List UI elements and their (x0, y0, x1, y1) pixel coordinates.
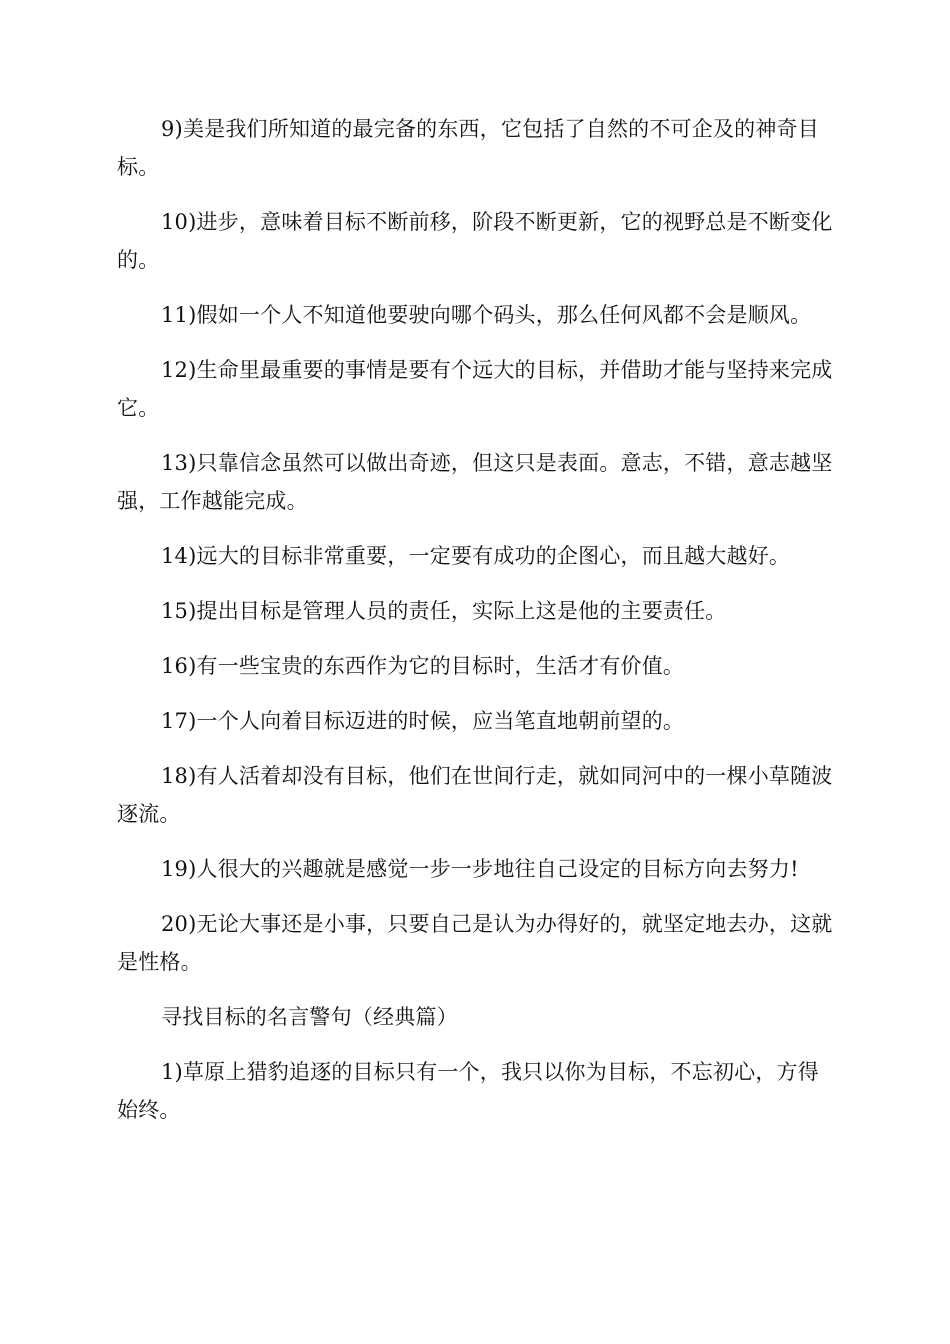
document-body (117, 110, 833, 1146)
quote-paragraph-17: 17)一个人向着目标迈进的时候，应当笔直地朝前望的。 (161, 709, 685, 733)
quote-paragraph-classic-1: 1)草原上猎豹追逐的目标只有一个，我只以你为目标，不忘初心，方得始终。 (117, 1060, 819, 1122)
quote-paragraph-12: 12)生命里最重要的事情是要有个远大的目标，并借助才能与坚持来完成它。 (117, 358, 833, 420)
quote-paragraph-11: 11)假如一个人不知道他要驶向哪个码头，那么任何风都不会是顺风。 (161, 303, 812, 327)
quote-paragraph-15: 15)提出目标是管理人员的责任，实际上这是他的主要责任。 (161, 599, 727, 623)
quote-paragraph-19: 19)人很大的兴趣就是感觉一步一步地往自己设定的目标方向去努力! (161, 857, 799, 881)
section-heading: 寻找目标的名言警句（经典篇） (161, 1005, 458, 1029)
quote-paragraph-18: 18)有人活着却没有目标，他们在世间行走，就如同河中的一棵小草随波逐流。 (117, 764, 833, 826)
quote-paragraph-14: 14)远大的目标非常重要，一定要有成功的企图心，而且越大越好。 (161, 544, 791, 568)
quote-paragraph-9: 9)美是我们所知道的最完备的东西，它包括了自然的不可企及的神奇目标。 (117, 117, 819, 179)
quote-paragraph-20: 20)无论大事还是小事，只要自己是认为办得好的，就坚定地去办，这就是性格。 (117, 912, 833, 974)
quote-paragraph-16: 16)有一些宝贵的东西作为它的目标时，生活才有价值。 (161, 654, 685, 678)
quote-paragraph-13: 13)只靠信念虽然可以做出奇迹，但这只是表面。意志，不错，意志越坚强，工作越能完成。 (117, 451, 833, 513)
quote-paragraph-10: 10)进步，意味着目标不断前移，阶段不断更新，它的视野总是不断变化的。 (117, 210, 833, 272)
